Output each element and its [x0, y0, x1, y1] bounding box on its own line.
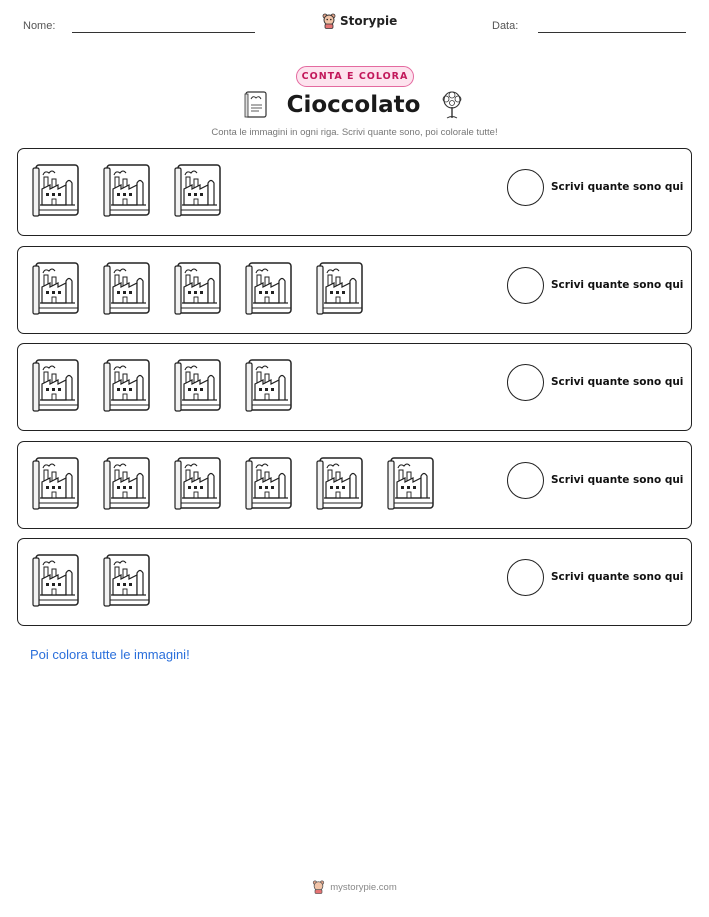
answer-prompt: Scrivi quante sono qui	[551, 181, 684, 193]
brand-name: Storypie	[340, 14, 398, 28]
counting-row	[17, 246, 692, 334]
recipe-book-icon	[243, 90, 269, 120]
date-line[interactable]	[538, 32, 686, 33]
chocolate-factory-book-icon	[101, 551, 153, 609]
cacao-tree-icon	[438, 90, 466, 120]
chocolate-factory-book-icon	[243, 259, 295, 317]
chocolate-factory-book-icon	[314, 454, 366, 512]
coloring-note: Poi colora tutte le immagini!	[30, 647, 190, 662]
brand-logo	[322, 13, 397, 29]
counting-row	[17, 343, 692, 431]
chocolate-factory-book-icon	[172, 161, 224, 219]
name-line[interactable]	[72, 32, 255, 33]
answer-prompt: Scrivi quante sono qui	[551, 376, 684, 388]
chocolate-factory-book-icon	[314, 259, 366, 317]
chocolate-factory-book-icon	[172, 356, 224, 414]
name-label: Nome:	[23, 20, 56, 32]
chocolate-factory-book-icon	[30, 454, 82, 512]
chocolate-factory-book-icon	[101, 356, 153, 414]
footer-site: mystorypie.com	[330, 881, 397, 893]
counting-row	[17, 538, 692, 626]
activity-badge: CONTA E COLORA	[296, 66, 414, 87]
chocolate-factory-book-icon	[243, 356, 295, 414]
chocolate-factory-book-icon	[243, 454, 295, 512]
chocolate-factory-book-icon	[101, 161, 153, 219]
chocolate-factory-book-icon	[30, 356, 82, 414]
footer-brand	[0, 880, 709, 894]
answer-prompt: Scrivi quante sono qui	[551, 473, 684, 486]
page-title: Cioccolato	[286, 92, 421, 118]
chocolate-factory-book-icon	[30, 259, 82, 317]
answer-circle[interactable]	[507, 169, 544, 206]
answer-prompt: Scrivi quante sono qui	[551, 278, 684, 291]
counting-row	[17, 441, 692, 529]
instructions: Conta le immagini in ogni riga. Scrivi quante sono, poi colorale tutte!	[211, 127, 498, 138]
storypie-bear-icon	[322, 13, 336, 29]
chocolate-factory-book-icon	[30, 551, 82, 609]
storypie-bear-icon	[312, 880, 325, 894]
answer-circle[interactable]	[507, 462, 544, 499]
answer-circle[interactable]	[507, 559, 544, 596]
date-label: Data:	[492, 20, 519, 32]
chocolate-factory-book-icon	[172, 454, 224, 512]
chocolate-factory-book-icon	[30, 161, 82, 219]
answer-prompt: Scrivi quante sono qui	[551, 571, 684, 583]
chocolate-factory-book-icon	[172, 259, 224, 317]
chocolate-factory-book-icon	[385, 454, 437, 512]
counting-row	[17, 148, 692, 236]
answer-circle[interactable]	[507, 364, 544, 401]
answer-circle[interactable]	[507, 267, 544, 304]
chocolate-factory-book-icon	[101, 454, 153, 512]
chocolate-factory-book-icon	[101, 259, 153, 317]
title-row	[0, 90, 709, 120]
